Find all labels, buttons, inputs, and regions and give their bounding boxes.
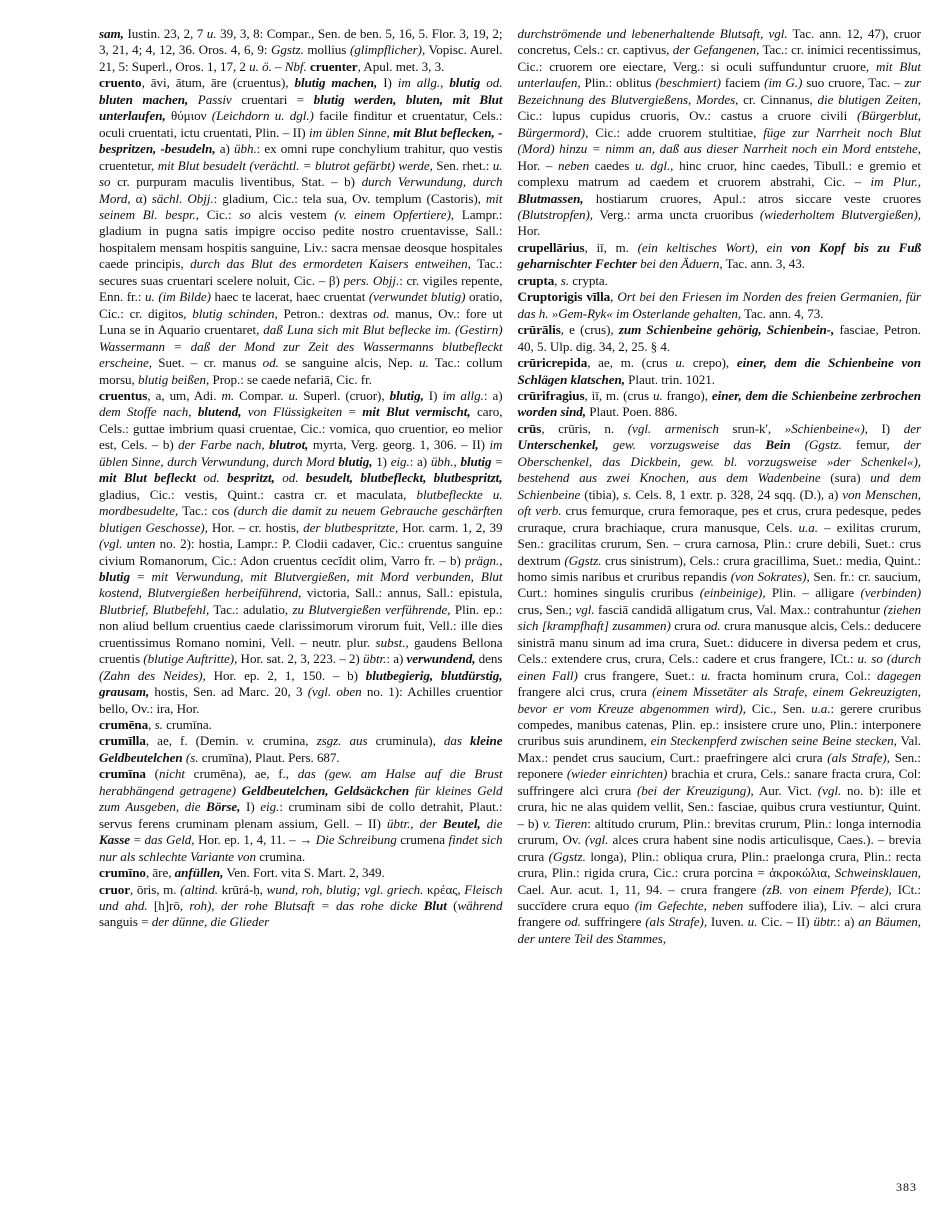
dictionary-paragraph: crūrālis, e (crus), zum Schienbeine gehörig, Schienbein-, fasciae, Petron. 40, 5. Ulp. dig. 34, 2, 25. § 4. [517, 322, 921, 354]
dictionary-paragraph: sam, Iustin. 23, 2, 7 u. 39, 3, 8: Compar., Sen. de ben. 5, 16, 5. Flor. 3, 19, 2; 3, 21, 4; 4, 12, 36. Oros. 4, 6, 9: Ggstz. mollius (glimpflicher), Vopisc. Aurel. 21, 5: Superl., Oros. 1, 17, 2 u. ö. – Nbf. cruenter, Apul. met. 3, 3. [99, 26, 503, 74]
dictionary-paragraph: crūrifragius, iī, m. (crus u. frango), einer, dem die Schienbeine zerbrochen worden sind, Plaut. Poen. 886. [517, 387, 921, 420]
page-content [99, 26, 921, 947]
dictionary-paragraph: crumīna (nicht crumēna), ae, f., das (gew. am Halse auf die Brust herabhängend getragene) Geldbeutelchen, Geldsäckchen für kleines Geld zum Ausgeben, die Börse, I) eig.: cruminam sibi de collo detrahit, Plaut.: servus ferens cruminam plenam assium, Gell. – II) übtr., der Beutel, die Kasse = das Geld, Hor. ep. 1, 4, 11. – → Die Schreibung crumena findet sich nur als schlechte Variante von crumina. [99, 766, 503, 864]
dictionary-paragraph: crupellārius, iī, m. (ein keltisches Wort), ein von Kopf bis zu Fuß geharnischter Fechter bei den Äduern, Tac. ann. 3, 43. [517, 239, 922, 272]
column-left [99, 26, 503, 947]
dictionary-paragraph: cruentus, a, um, Adi. m. Compar. u. Superl. (cruor), blutig, I) im allg.: a) dem Stoffe nach, blutend, von Flüssigkeiten = mit Blut vermischt, caro, Cels.: guttae imbrium quasi cruentae, Cic.: vomica, quo cruentior, eo melior est, Cels. – b) der Farbe nach, blutrot, myrta, Verg. georg. 1, 306. – II) im üblen Sinne, durch Verwundung, durch Mord blutig, 1) eig.: a) übh., blutig = mit Blut befleckt od. bespritzt, od. besudelt, blutbefleckt, blutbespritzt, gladius, Cic.: vestis, Quint.: castra cr. et maculata, blutbefleckte u. mordbesudelte, Tac.: cos (durch die damit zu neuem Gebrauche geschärften blutigen Geschosse), Hor. – cr. hostis, der blutbespritzte, Hor. carm. 1, 2, 39 (vgl. unten no. 2): hostia, Lampr.: P. Clodii cadaver, Cic.: cruentus sanguine civium Romanorum, Cic.: Adon cruentus cecĭdit olim, Varro fr. – b) prägn., blutig = mit Verwundung, mit Blutvergießen, mit Mord verbunden, Blut kostend, Blutvergießen herbeiführend, victoria, Sall.: annus, Sall.: epistula, Blutbrief, Blutbefehl, Tac.: adulatio, zu Blutvergießen verführende, Plin. ep.: non aliud bellum cruentius caede clarissimorum virorum fuit, Vell.: ille dies cruentissimus Romano nomini, Vell. – neutr. plur. subst., gaudens Bellona cruentis (blutige Auftritte), Hor. sat. 2, 3, 223. – 2) übtr.: a) verwundend, dens (Zahn des Neides), Hor. ep. 2, 1, 150. – b) blutbegierig, blutdürstig, grausam, hostis, Sen. ad Marc. 20, 3 (vgl. oben no. 1): Achilles cruentior bello, Ov.: ira, Hor. [99, 387, 503, 716]
page-number: 383 [896, 1180, 917, 1194]
dictionary-paragraph: crumīlla, ae, f. (Demin. v. crumina, zsgz. aus cruminula), das kleine Geldbeutelchen (s. crumīna), Plaut. Pers. 687. [99, 733, 503, 765]
dictionary-paragraph: crupta, s. crypta. [517, 272, 608, 288]
dictionary-paragraph: crūricrepida, ae, m. (crus u. crepo), einer, dem die Schienbeine von Schlägen klatschen, Plaut. trin. 1021. [517, 355, 921, 387]
dictionary-paragraph: Cruptorigis vīlla, Ort bei den Friesen im Norden des freien Germanien, für das h. »Gem-Ryk« im Osterlande gehalten, Tac. ann. 4, 73. [517, 289, 921, 321]
dictionary-paragraph: durchströmende und lebenerhaltende Blutsaft, vgl. Tac. ann. 12, 47), cruor concretus, Cels.: cr. captivus, der Gefangenen, Tac.: cr. inimici recentissimus, Cic.: cruorem ore eiectare, Verg.: si oculi suffunduntur cruore, mit Blut unterlaufen, Plin.: oblitus (beschmiert) faciem (im G.) suo cruore, Tac. – zur Bezeichnung des Blutvergießens, Mordes, cr. Cinnanus, die blutigen Zeiten, Cic.: lupus cupidus cruoris, Ov.: castus a cruore civili (Bürgerblut, Bürgermord), Cic.: adde cruorem stultitiae, füge zur Narrheit noch Blut (Mord) hinzu = nimm an, daß aus dieser Narrheit noch ein Mord entstehe, Hor. – neben caedes u. dgl., hinc cruor, hinc caedes, Tibull.: e gremio et complexu matrum ad caedem et cruorem abstrahi, Cic. – im Plur., Blutmassen, hostiarum cruores, Apul.: atros siccare veste cruores (Blutstropfen), Verg.: arma uncta cruoribus (wiederholtem Blutvergießen), Hor. [517, 26, 922, 239]
column-right [518, 26, 922, 947]
dictionary-paragraph: cruento, āvi, ātum, āre (cruentus), blutig machen, I) im allg., blutig od. bluten machen, Passiv cruentari = blutig werden, bluten, mit Blut unterlaufen, θύμιον (Leichdorn u. dgl.) facile finditur et cruentatur, Cels.: oculi cruentati, ictu cruentati, Plin. – II) im üblen Sinne, mit Blut beflecken, -bespritzen, -besudeln, a) übh.: ex omni rupe conchylium trahitur, quo vestis cruentetur, mit Blut besudelt (verächtl. = blutrot gefärbt) werde, Sen. rhet.: u. so cr. purpuram maculis liventibus, Stat. – b) durch Verwundung, durch Mord, α) sächl. Objj.: gladium, Cic.: tela sua, Ov. templum (Castoris), mit seinem Bl. bespr., Cic.: so alcis vestem (v. einem Opfertiere), Lampr.: gladium in pugna satis impigre occiso pedite nostro cruentavisse, Sall.: hospitalem mensam hospitis sanguine, Liv.: sacra mensae deosque hospitales caede principis, durch das Blut des ermordeten Kaisers entweihen, Tac.: secures suas cruentari scelere noluit, Cic. – β) pers. Objj.: cr. vigiles repente, Enn. fr.: u. (im Bilde) haec te lacerat, haec cruentat (verwundet blutig) oratio, Cic.: cr. digitos, blutig schinden, Petron.: dextras od. manus, Ov.: fore ut Luna se in Aquario cruentaret, daß Luna sich mit Blut beflecke im. (Gestirn) Wassermann = daß der Mond zur Zeit des Wassermanns blutbefleckt erscheine, Suet. – cr. manus od. se sanguine alcis, Nep. u. Tac.: collum morsu, blutig beißen, Prop.: se caede nefariā, Cic. fr. [99, 75, 503, 387]
dictionary-paragraph: crūs, crūris, n. (vgl. armenisch srun-k', »Schienbeine«), I) der Unterschenkel, gew. vorzugsweise das Bein (Ggstz. femur, der Oberschenkel, das Dickbein, gew. bl. vorzugsweise »der Schenkel«), bestehend aus zwei Knochen, aus dem Wadenbeine (sura) und dem Schienbeine (tibia), s. Cels. 8, 1 extr. p. 328, 24 sqq. (D.), a) von Menschen, oft verb. crus femurque, crura femoraque, pes et crus, crura pedesque, pedes cruraque, crura brachiaque, crura manusque, Cels. u.a. – exilitas crurum, Sen.: gracilitas crurum, Sen. – crura carnosa, Plin.: crure debili, Suet.: crus dextrum (Ggstz. crus sinistrum), Cels.: crura gracillima, Suet.: media, Quint.: homo simis naribus et cruribus repandis (von Sokrates), Sen. fr.: cr. saucium, Curt.: homines singulis cruribus (einbeinige), Plin. – alligare (verbinden) crus, Sen.; vgl. fasciā candidā alligatum crus, Val. Max.: contrahuntur (ziehen sich [krampfhaft] zusammen) crura od. crura manusque alcis, Cels.: deducere sinistrā manu sinum ad ima crura, Suet.: diducere in diversa pedem et crus, Cels.: extendere crus, crura, Cels.: cadere et crus frangere, ICt.: u. so (durch einen Fall) crus frangere, Suet.: u. fracta hominum crura, Col.: dagegen frangere alci crus, crura (einem Missetäter als Strafe, einem Gekreuzigten, bevor er vom Kreuze abgenommen wird), Cic., Sen. u.a.: gerere cruribus compedes, manibus catenas, Plin. ep.: insistere crure uno, Plin.: interponere cruribus suis arundinem, ein Steckenpferd zwischen seine Beine stecken, Val. Max.: pendet crus saucium, Curt.: praefringere alci crura (als Strafe), Sen.: reponere (wieder einrichten) brachia et crura, Cels.: sanare fracta crura, Col: suffringere alci crura (bei der Kreuzigung), Aur. Vict. (vgl. no. b): ille et crura, hic ne alas quidem vellit, Sen.: fasciae, quibus crura vestiuntur, Quint. – b) v. Tieren: altitudo crurum, Plin.: brevitas crurum, Plin.: longa internodia crurum, Ov. (vgl. alces crura habent sine nodis articulisque, Caes.). – brevia crura (Ggstz. longa), Plin.: obliqua crura, Plin.: praelonga crura, Plin.: recta crura, Plin.: rigida crura, Cic.: crura porcina = ἀκροκώλια, Schweinsklauen, Cael. Aur. acut. 1, 11, 94. – crura frangere (zB. von einem Pferde), ICt.: succīdere crura equo (im Gefechte, neben suffodere ilia), Liv. – alci crura frangere od. suffringere (als Strafe), Iuven. u. Cic. – II) übtr.: a) an Bäumen, der untere Teil des Stammes, [517, 420, 922, 946]
dictionary-paragraph: crumīno, āre, anfüllen, Ven. Fort. vita S. Mart. 2, 349. [99, 865, 385, 881]
dictionary-paragraph: crumēna, s. crumīna. [99, 717, 212, 733]
dictionary-paragraph: cruor, ōris, m. (altind. krūrá-ḥ, wund, roh, blutig; vgl. griech. κρέας, Fleisch und ahd. [h]rō, roh), der rohe Blutsaft = das rohe dicke Blut (während sanguis = der dünne, die Glieder [99, 881, 503, 930]
